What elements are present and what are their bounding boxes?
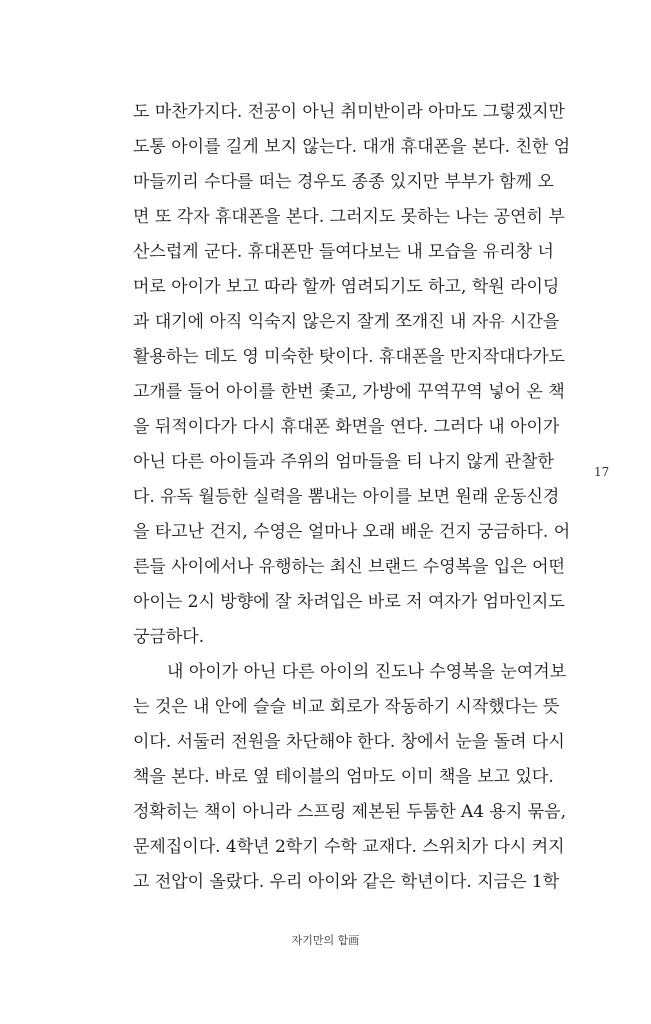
text-line: 을 타고난 건지, 수영은 얼마나 오래 배운 건지 궁금하다. 어	[133, 522, 571, 542]
text-line: 내 아이가 아닌 다른 아이의 진도나 수영복을 눈여겨보	[167, 662, 567, 682]
text-line: 활용하는 데도 영 미숙한 탓이다. 휴대폰을 만지작대다가도	[133, 347, 565, 367]
text-line: 아닌 다른 아이들과 주위의 엄마들을 티 나지 않게 관찰한	[133, 452, 554, 472]
text-line: 고개를 들어 아이를 한번 좇고, 가방에 꾸역꾸역 넣어 온 책	[133, 382, 565, 402]
body-text	[133, 95, 571, 900]
text-line: 마들끼리 수다를 떠는 경우도 종종 있지만 부부가 함께 오	[133, 172, 554, 192]
text-line: 책을 본다. 바로 옆 테이블의 엄마도 이미 책을 보고 있다.	[133, 767, 554, 787]
text-line: 아이는 2시 방향에 잘 차려입은 바로 저 여자가 엄마인지도	[133, 592, 565, 612]
text-line: 궁금하다.	[133, 627, 205, 647]
page-number: 17	[594, 465, 610, 479]
text-line: 도통 아이를 길게 보지 않는다. 대개 휴대폰을 본다. 친한 엄	[133, 137, 571, 157]
text-line: 머로 아이가 보고 따라 할까 염려되기도 하고, 학원 라이딩	[133, 277, 560, 297]
running-footer: 자기만의 합画	[291, 934, 360, 947]
text-line: 고 전압이 올랐다. 우리 아이와 같은 학년이다. 지금은 1학	[133, 872, 560, 892]
text-line: 과 대기에 아직 익숙지 않은지 잘게 쪼개진 내 자유 시간을	[133, 312, 560, 332]
text-line: 른들 사이에서나 유행하는 최신 브랜드 수영복을 입은 어떤	[133, 557, 565, 577]
text-line: 문제집이다. 4학년 2학기 수학 교재다. 스위치가 다시 켜지	[133, 837, 565, 857]
text-line: 이다. 서둘러 전원을 차단해야 한다. 창에서 눈을 돌려 다시	[133, 732, 565, 752]
text-line: 도 마찬가지다. 전공이 아닌 취미반이라 아마도 그렇겠지만	[133, 102, 565, 122]
text-line: 면 또 각자 휴대폰을 본다. 그러지도 못하는 나는 공연히 부	[133, 207, 565, 227]
text-line: 을 뒤적이다가 다시 휴대폰 화면을 연다. 그러다 내 아이가	[133, 417, 560, 437]
text-line: 산스럽게 군다. 휴대폰만 들여다보는 내 모습을 유리창 너	[133, 242, 554, 262]
text-line: 정확히는 책이 아니라 스프링 제본된 두툼한 A4 용지 묶음,	[133, 802, 567, 822]
text-line: 다. 유독 월등한 실력을 뽐내는 아이를 보면 원래 운동신경	[133, 487, 560, 507]
text-line: 는 것은 내 안에 슬슬 비교 회로가 작동하기 시작했다는 뜻	[133, 697, 560, 717]
